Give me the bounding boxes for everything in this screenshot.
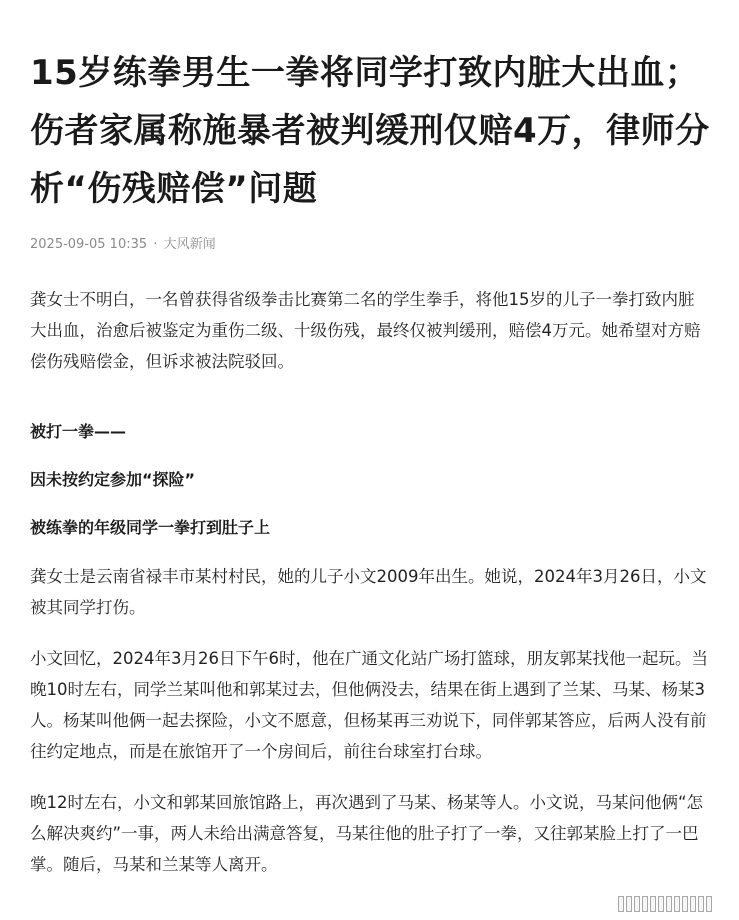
watermark-bar-icon [690, 896, 696, 912]
publish-date: 2025-09-05 10:35 [30, 237, 148, 252]
body-paragraph-3: 晚12时左右，小文和郭某回旅馆路上，再次遇到了马某、杨某等人。小文说，马某问他俩“怎么解决爽约”一事，两人未给出满意答复，马某往他的肚子打了一拳，又往郭某脸上打了一巴掌。随后，马某和兰某等人离开。 [30, 793, 704, 874]
article-meta [30, 236, 710, 254]
article [30, 44, 710, 880]
article-title: 15岁练拳男生一拳将同学打致内脏大出血；伤者家属称施暴者被判缓刑仅赔4万，律师分析“伤残赔偿”问题 [30, 53, 710, 209]
subheading-1: 被打一拳—— [30, 422, 127, 441]
body-paragraph-2: 小文回忆，2024年3月26日下午6时，他在广通文化站广场打篮球，朋友郭某找他一起玩。当晚10时左右，同学兰某叫他和郭某过去，但他俩没去，结果在街上遇到了兰某、马某、杨某3人。杨某叫他俩一起去探险，小文不愿意，但杨某再三劝说下，同伴郭某答应，后两人没有前往约定地点，而是在旅馆开了一个房间后，前往台球室打台球。 [30, 649, 708, 761]
watermark-bar-icon [618, 896, 624, 912]
watermark-bar-icon [658, 896, 664, 912]
watermark-bar-icon [666, 896, 672, 912]
subheading-3: 被练拳的年级同学一拳打到肚子上 [30, 518, 271, 537]
watermark-bar-icon [650, 896, 656, 912]
watermark-bar-icon [642, 896, 648, 912]
watermark-bar-icon [698, 896, 704, 912]
news-source: 大风新闻 [163, 237, 216, 252]
watermark-logo [618, 896, 712, 912]
watermark-bar-icon [634, 896, 640, 912]
watermark-bar-icon [626, 896, 632, 912]
body-paragraph-1: 龚女士是云南省禄丰市某村村民，她的儿子小文2009年出生。她说，2024年3月26日，小文被其同学打伤。 [30, 567, 707, 617]
watermark-bar-icon [706, 896, 712, 912]
meta-separator: · [153, 237, 158, 252]
watermark-bar-icon [682, 896, 688, 912]
intro-paragraph: 龚女士不明白，一名曾获得省级拳击比赛第二名的学生拳手，将他15岁的儿子一拳打致内脏大出血，治愈后被鉴定为重伤二级、十级伤残，最终仅被判缓刑，赔偿4万元。她希望对方赔偿伤残赔偿金，但诉求被法院驳回。 [30, 290, 701, 371]
subheading-2: 因未按约定参加“探险” [30, 470, 196, 489]
watermark-bar-icon [674, 896, 680, 912]
